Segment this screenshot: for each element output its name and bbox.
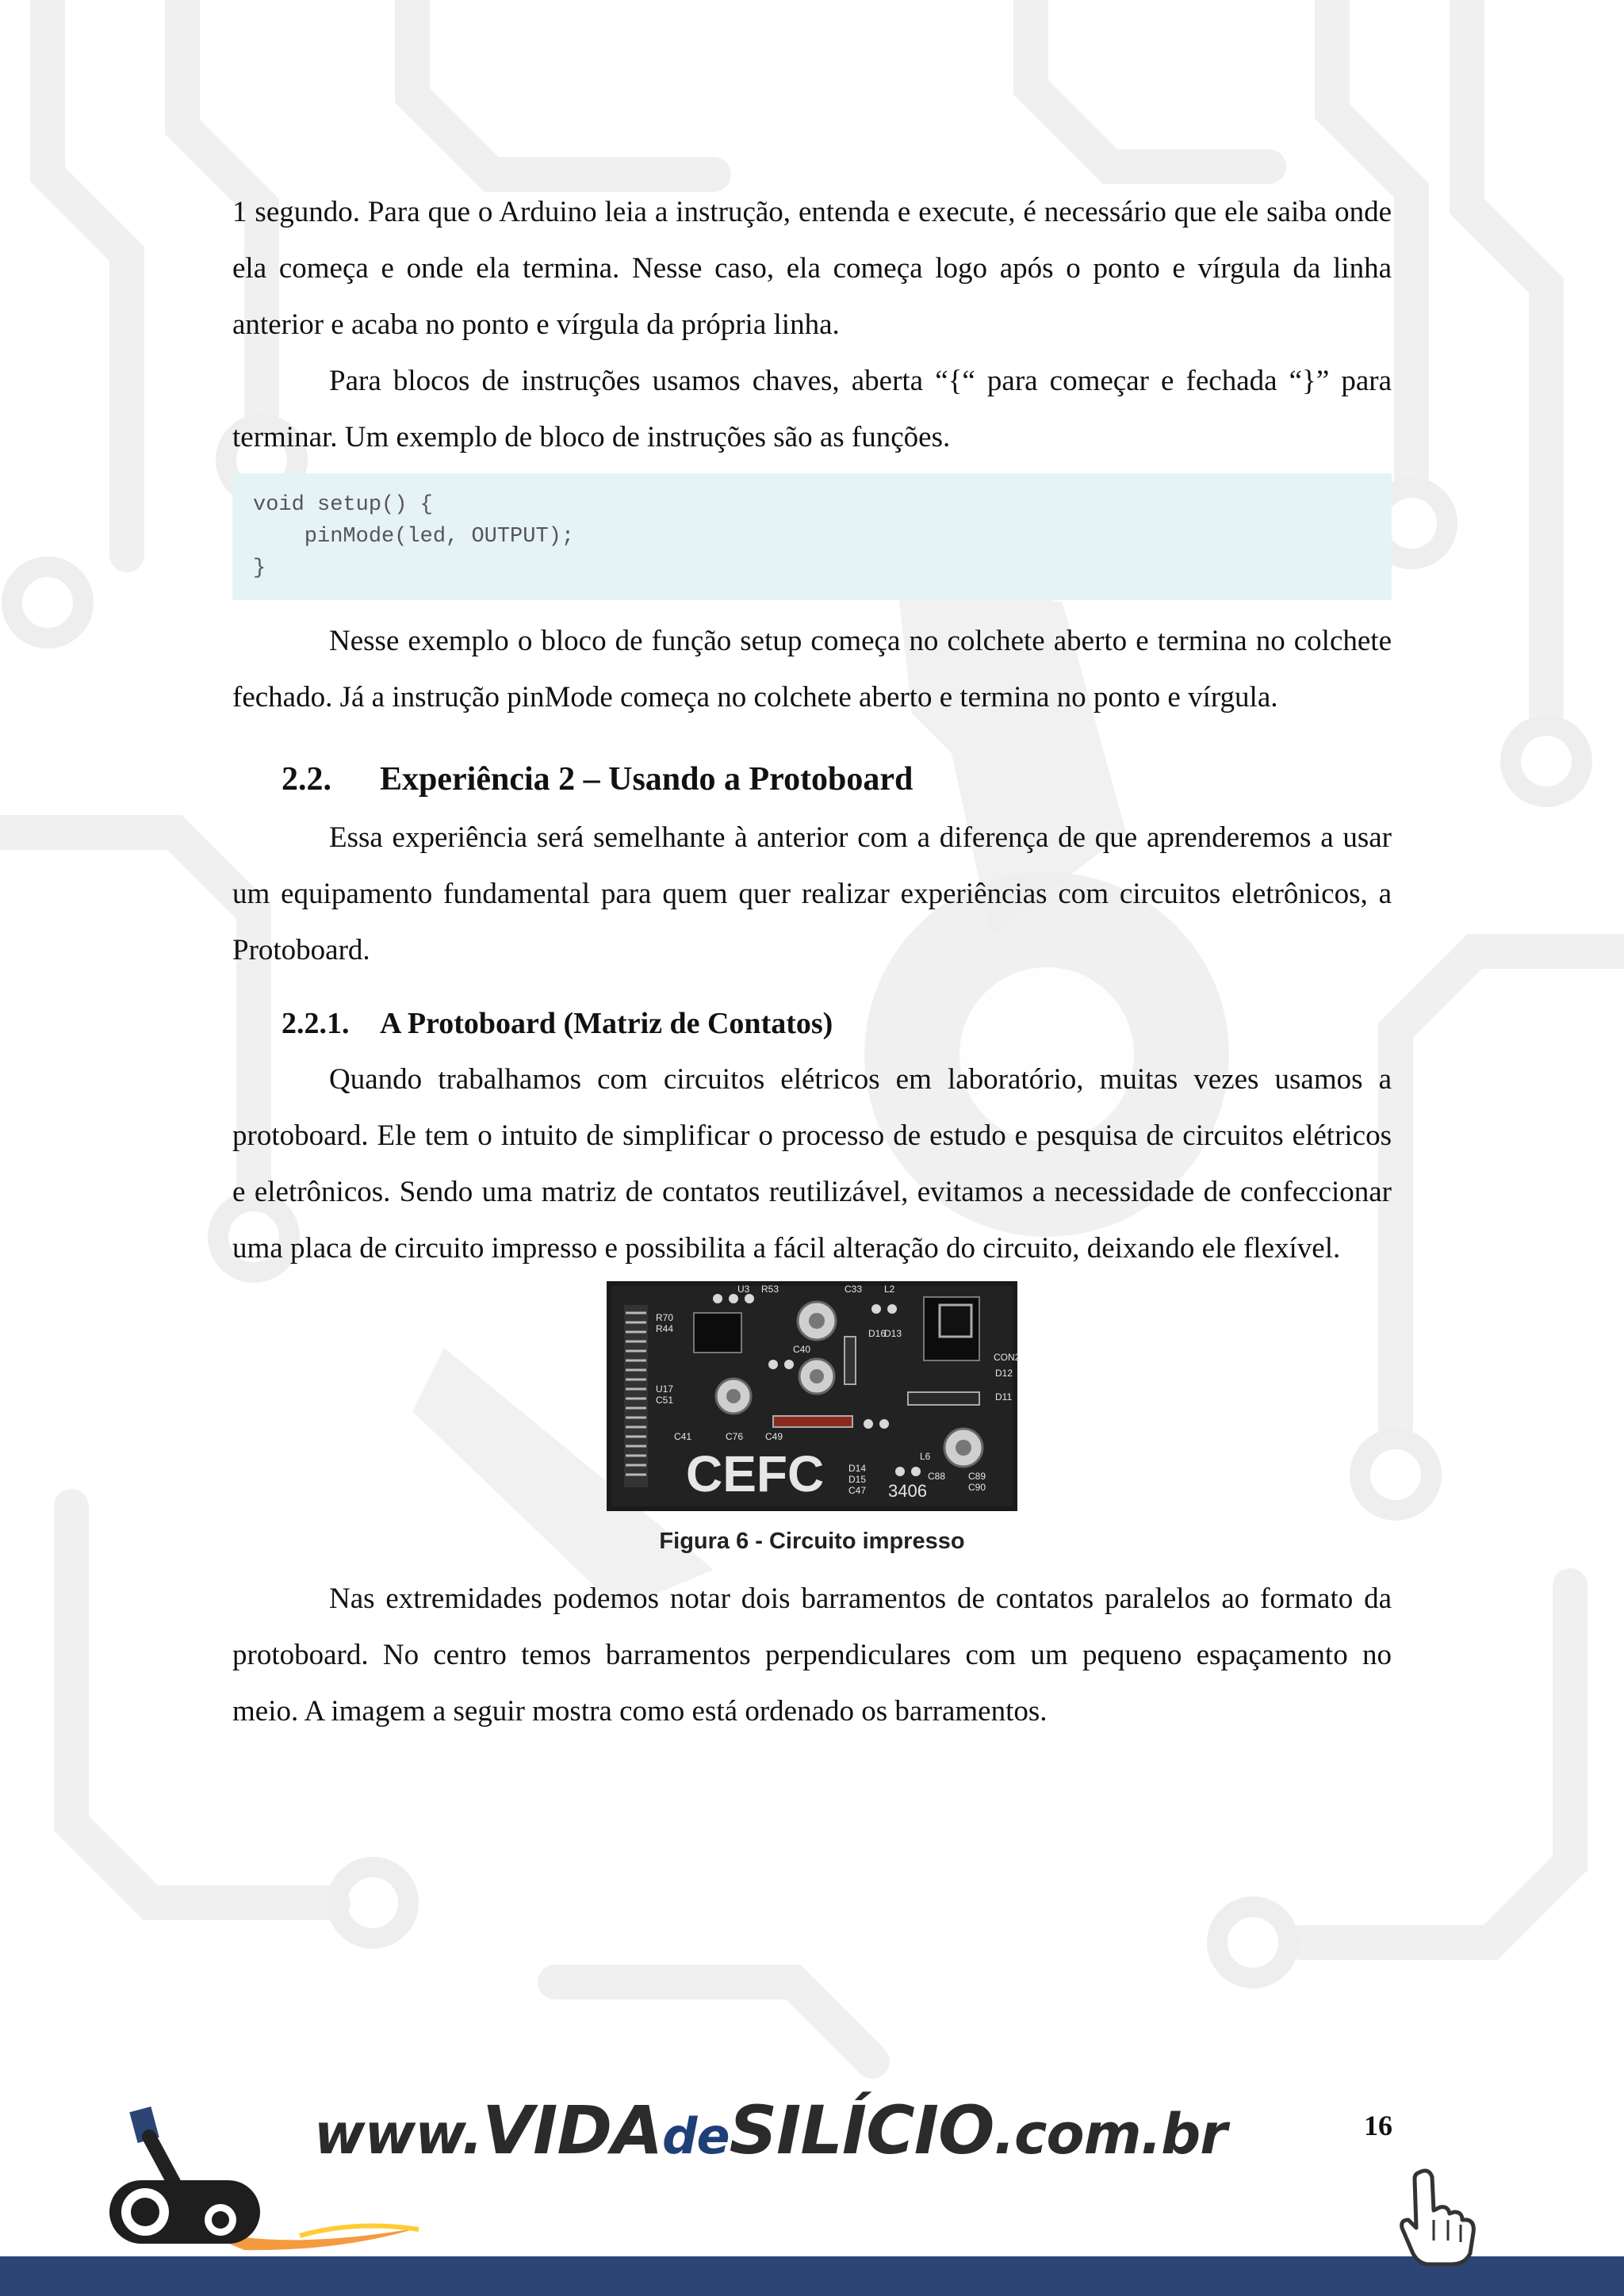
paragraph-protoboard: Quando trabalhamos com circuitos elétricos em laboratório, muitas vezes usamos a protoboard. Ele tem o intuito de simplificar o processo de estudo e pesquisa de circuitos elétricos e eletrônicos. Sendo uma matriz de contatos reutilizável, evitamos a necessidade de confeccionar uma placa de circuito impresso e possibilita a fácil alteração do circuito, deixando ele flexível. [232,1063,1392,1265]
url-vida: VIDA [482,2091,663,2169]
pcb-label: R44 [656,1323,674,1334]
url-silicio: SILÍCIO [729,2091,994,2169]
pcb-label: C49 [765,1431,783,1442]
pcb-label: R53 [761,1284,779,1295]
subsection-number: 2.2.1. [282,1007,350,1040]
paragraph-braces: Para blocos de instruções usamos chaves, aberta “{“ para começar e fechada “}” para terminar. Um exemplo de bloco de instruções são as funções. [232,365,1392,453]
page-number: 16 [1364,2110,1392,2141]
pcb-label: C88 [928,1471,946,1482]
page-content [232,184,1392,1739]
code-line: } [253,557,266,580]
section-number: 2.2. [282,761,331,798]
pcb-label: 3406 [888,1481,927,1501]
pcb-label: C89 [968,1471,986,1482]
section-title: Experiência 2 – Usando a Protoboard [380,761,914,798]
pcb-label: D11 [995,1391,1013,1402]
subsection-title: A Protoboard (Matriz de Contatos) [380,1007,833,1040]
subsection-heading [232,996,1392,1051]
pcb-label: D15 [848,1474,867,1485]
pcb-label: D14 [848,1463,867,1474]
pcb-label: D13 [884,1328,902,1339]
pcb-label: U3 [737,1284,750,1295]
pcb-label: C51 [656,1395,674,1406]
pcb-label: C41 [674,1431,692,1442]
pcb-label: R70 [656,1312,674,1323]
figure-circuit [232,1281,1392,1556]
footer-website[interactable] [314,2091,1227,2169]
code-line: void setup() { [253,493,433,517]
code-block [232,473,1392,600]
pointer-hand-icon [1396,2164,1483,2267]
paragraph-intro: 1 segundo. Para que o Arduino leia a instrução, entenda e execute, é necessário que ele saiba onde ela começa e onde ela termina. Nesse caso, ela começa logo após o ponto e vírgula da linha anterior e acaba no ponto e vírgula da própria linha. [232,196,1392,341]
pcb-label: D12 [995,1368,1013,1379]
code-line: pinMode(led, OUTPUT); [253,525,575,549]
pcb-label: L2 [884,1284,895,1295]
section-heading [232,749,1392,809]
paragraph-buses: Nas extremidades podemos notar dois barramentos de contatos paralelos ao formato da protoboard. No centro temos barramentos perpendiculares com um pequeno espaçamento no meio. A imagem a seguir mostra como está ordenado os barramentos. [232,1582,1392,1728]
pcb-label: D16 [868,1328,887,1339]
url-de: de [662,2107,730,2165]
pcb-label: U17 [656,1383,674,1395]
certification-marks: CEFC [686,1445,825,1502]
paragraph-setup-explanation: Nesse exemplo o bloco de função setup começa no colchete aberto e termina no colchete fechado. Já a instrução pinMode começa no colchete aberto e termina no ponto e vírgula. [232,625,1392,714]
pcb-label: C47 [848,1485,867,1496]
paragraph-experience: Essa experiência será semelhante à anterior com a diferença de que aprenderemos a usar um equipamento fundamental para quem quer realizar experiências com circuitos eletrônicos, a Protoboard. [232,821,1392,966]
pcb-label: CON2 [994,1352,1021,1363]
pcb-label: C90 [968,1482,986,1493]
pcb-label: L6 [920,1451,931,1462]
url-prefix: www. [314,2102,483,2167]
pcb-label: C76 [726,1431,744,1442]
footer-bar [0,2256,1624,2296]
pcb-label: C40 [793,1344,811,1355]
pcb-label: C33 [845,1284,863,1295]
url-suffix: .com.br [994,2102,1227,2167]
circuit-board-photo [607,1281,1021,1511]
figure-caption: Figura 6 - Circuito impresso [659,1529,965,1554]
